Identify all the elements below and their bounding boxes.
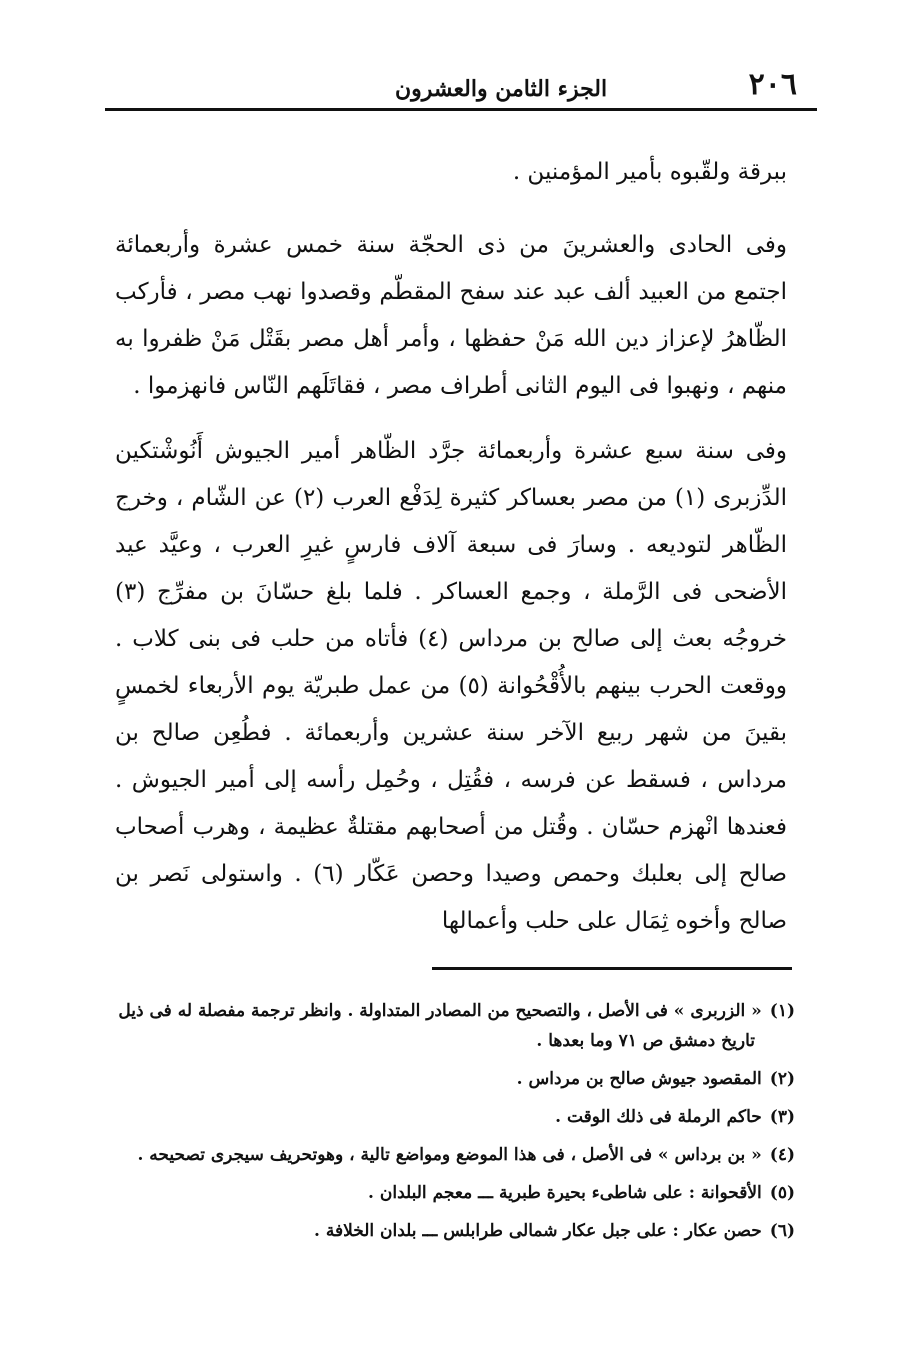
main-text	[115, 149, 787, 945]
paragraph: وفى سنة سبع عشرة وأربعمائة جرَّد الظّاهر أمير الجيوش أَنُوشْتكين الدِّزبرى (١) من مصر بعساكر كثيرة لِدَفْع العرب (٢) عن الشّام ، وخرج الظّاهر لتوديعه . وسارَ فى سبعة آلاف فارسٍ غيرِ العرب ، وعيَّد عيد الأضحى فى الرَّملة ، وجمع العساكر . فلما بلغ حسّانَ بن مفرِّج (٣) خروجُه بعث إلى صالح بن مرداس (٤) فأتاه من حلب فى بنى كلاب . ووقعت الحرب بينهم بالأُقْحُوانة (٥) من عمل طبريّة يوم الأربعاء لخمسٍ بقينَ من شهر ربيع الآخر سنة عشرين وأربعمائة . فطُعِن صالح بن مرداس ، فسقط عن فرسه ، فقُتِل ، وحُمِل رأسه إلى أمير الجيوش . فعندها انْهزم حسّان . وقُتل من أصحابهم مقتلةٌ عظيمة ، وهرب أصحاب صالح إلى بعلبك وحمص وصيدا وحصن عَكّار (٦) . واستولى نَصر بن صالح وأخوه ثِمَال على حلب وأعمالها	[115, 438, 788, 934]
footnote-number: (٢)	[769, 1069, 795, 1089]
footnote-continuation: تاريخ دمشق ص ٧١ وما بعدها .	[536, 1031, 755, 1051]
footnote-text: « بن برداس » فى الأصل ، فى هذا الموضع ومواضع تالية ، وهوتحريف سيجرى تصحيحه .	[137, 1145, 762, 1165]
footnote	[115, 1178, 795, 1208]
footnote-text: المقصود جيوش صالح بن مرداس .	[516, 1069, 762, 1089]
footnote-text: حصن عكار : على جبل عكار شمالى طرابلس ـــ بلدان الخلافة .	[314, 1221, 762, 1241]
footnote-number: (٤)	[769, 1145, 795, 1165]
footnote-text: الأقحوانة : على شاطىء بحيرة طبرية ـــ معجم البلدان .	[368, 1183, 762, 1203]
paragraph: ببرقة ولقّبوه بأمير المؤمنين .	[512, 159, 787, 185]
footnote	[115, 1140, 795, 1170]
footnote	[115, 1064, 795, 1094]
footnote	[115, 1102, 795, 1132]
footnote	[115, 996, 795, 1056]
footnote-text: « الزربرى » فى الأصل ، والتصحيح من المصادر المتداولة . وانظر ترجمة مفصلة له فى ذيل	[118, 1001, 762, 1021]
paragraph: وفى الحادى والعشرينَ من ذى الحجّة سنة خمس عشرة وأربعمائة اجتمع من العبيد ألف عبد عند سفح المقطّم وقصدوا نهب مصر ، فأركب الظّاهرُ لإعزاز دين الله مَنْ حفظها ، وأمر أهل مصر بقَتْل مَنْ ظفروا به منهم ، ونهبوا فى اليوم الثانى أطراف مصر ، فقاتَلَهم النّاس فانهزموا .	[115, 232, 787, 399]
footnote-number: (١)	[769, 1001, 795, 1021]
footnote-number: (٣)	[769, 1107, 795, 1127]
footnote-number: (٦)	[769, 1221, 795, 1241]
footnote-separator	[432, 967, 792, 970]
page-number: ٢٠٦	[748, 67, 797, 102]
footnote-number: (٥)	[769, 1183, 795, 1203]
footnote-text: حاكم الرملة فى ذلك الوقت .	[555, 1107, 762, 1127]
footnote	[115, 1216, 795, 1246]
running-title: الجزء الثامن والعشرون	[395, 76, 608, 102]
footnotes	[115, 996, 795, 1246]
page-header	[105, 60, 817, 111]
